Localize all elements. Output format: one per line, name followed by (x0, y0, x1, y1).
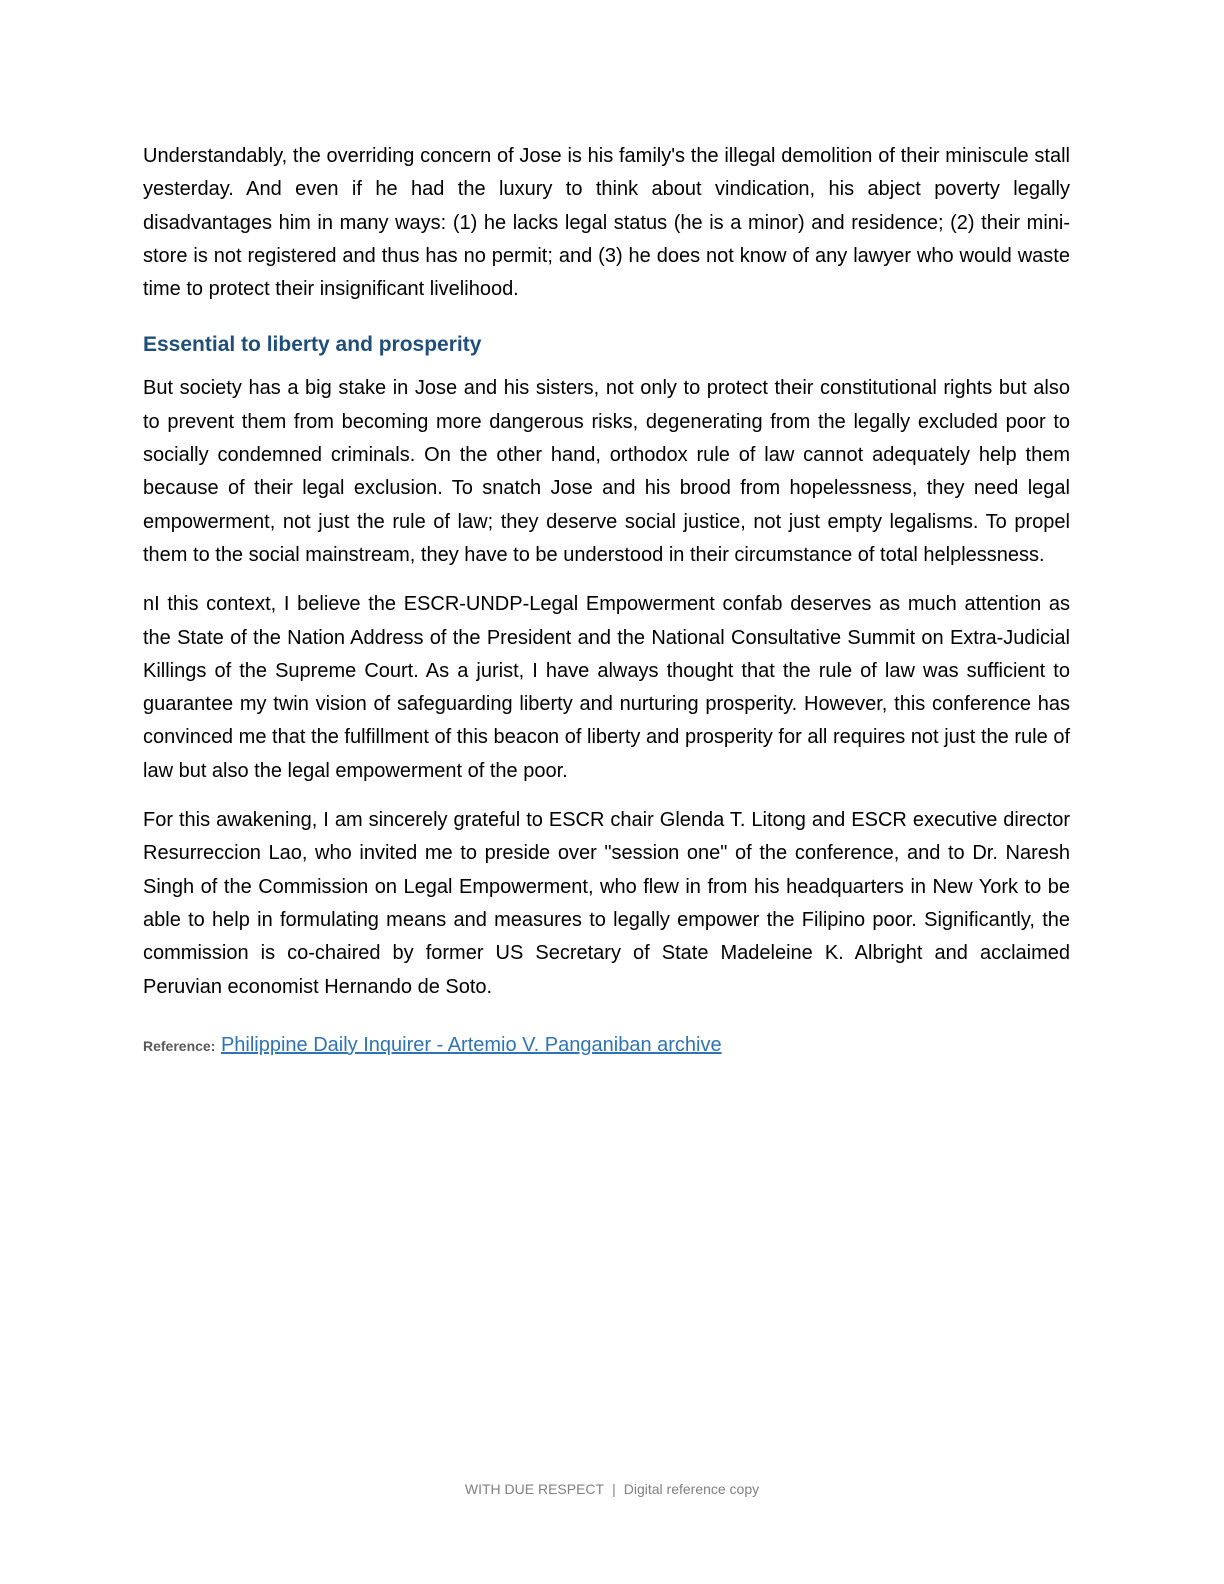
paragraph-gratitude: For this awakening, I am sincerely grateful to ESCR chair Glenda T. Litong and ESCR executive director Resurreccion Lao, who invited me to preside over "session one" of the conference, and to Dr. Naresh Singh of the Commission on Legal Empowerment, who flew in from his headquarters in New York to be able to help in formulating means and measures to legally empower the Filipino poor. Significantly, the commission is co-chaired by former US Secretary of State Madeleine K. Albright and acclaimed Peruvian economist Hernando de Soto. (143, 809, 1070, 998)
footer-subtitle: Digital reference copy (623, 1481, 760, 1497)
footer-title: WITH DUE RESPECT (464, 1481, 605, 1497)
paragraph-society-stake: But society has a big stake in Jose and his sisters, not only to protect their constitutional rights but also to prevent them from becoming more dangerous risks, degenerating from the legally excluded poor to socially condemned criminals. On the other hand, orthodox rule of law cannot adequately help them because of their legal exclusion. To snatch Jose and his brood from hopelessness, they need legal empowerment, not just the rule of law; they deserve social justice, not just empty legalisms. To propel them to the social mainstream, they have to be understood in their circumstance of total helplessness. (143, 377, 1070, 566)
reference-label: Reference: (143, 1037, 216, 1054)
reference-link[interactable]: Philippine Daily Inquirer - Artemio V. Panganiban archive (220, 1033, 722, 1056)
document-body (143, 140, 1070, 1061)
page-footer (0, 1479, 1224, 1499)
paragraph-intro: Understandably, the overriding concern of Jose is his family's the illegal demolition of their miniscule stall yesterday. And even if he had the luxury to think about vindication, his abject poverty legally disadvantages him in many ways: (1) he lacks legal status (he is a minor) and residence; (2) their mini-store is not registered and thus has no permit; and (3) he does not know of any lawyer who would waste time to protect their insignificant livelihood. (143, 145, 1070, 301)
paragraph-context: nI this context, I believe the ESCR-UNDP-Legal Empowerment confab deserves as much attention as the State of the Nation Address of the President and the National Consultative Summit on Extra-Judicial Killings of the Supreme Court. As a jurist, I have always thought that the rule of law was sufficient to guarantee my twin vision of safeguarding liberty and nurturing prosperity. However, this conference has convinced me that the fulfillment of this beacon of liberty and prosperity for all requires not just the rule of law but also the legal empowerment of the poor. (143, 593, 1070, 782)
section-heading: Essential to liberty and prosperity (143, 333, 482, 357)
reference-line (143, 1030, 1070, 1061)
footer-separator: | (612, 1481, 616, 1497)
